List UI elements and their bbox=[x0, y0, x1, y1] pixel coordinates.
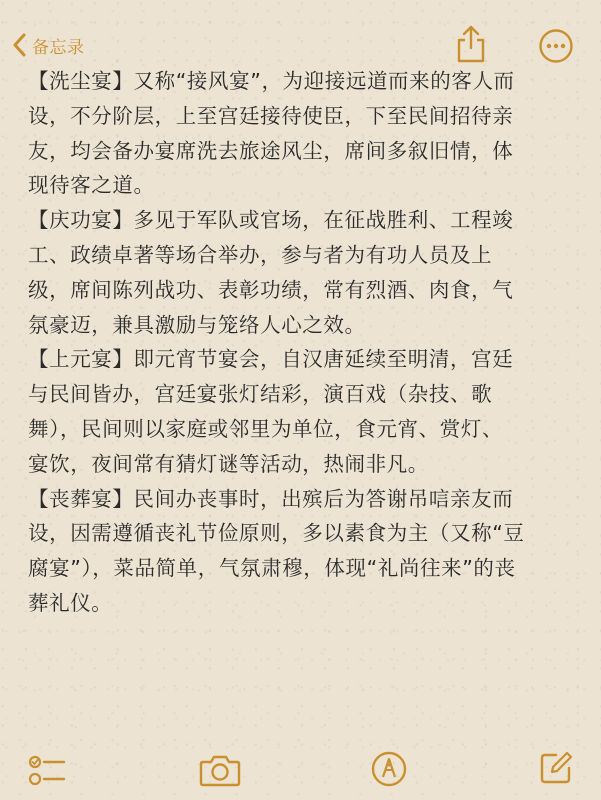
compose-icon bbox=[538, 771, 574, 790]
markup-button[interactable] bbox=[370, 750, 408, 788]
note-line: 【丧葬宴】民间办丧事时，出殡后为答谢吊唁亲友而 bbox=[28, 486, 514, 511]
note-line: 【庆功宴】多见于军队或官场，在征战胜利、工程竣 bbox=[28, 208, 514, 233]
note-line: 友，均会备办宴席洗去旅途风尘，席间多叙旧情，体 bbox=[28, 138, 514, 163]
note-line: 【上元宴】即元宵节宴会，自汉唐延续至明清，宫廷 bbox=[28, 347, 514, 372]
chevron-left-icon bbox=[12, 33, 26, 57]
back-button[interactable] bbox=[12, 28, 85, 62]
back-label: 备忘录 bbox=[32, 37, 85, 58]
markup-pen-icon bbox=[370, 773, 408, 792]
checklist-button[interactable] bbox=[28, 754, 68, 788]
note-line: 葬礼仪。 bbox=[28, 590, 113, 615]
note-line: 设，不分阶层，上至宫廷接待使臣，下至民间招待亲 bbox=[28, 103, 514, 128]
note-paragraph-xichen bbox=[28, 64, 588, 203]
camera-icon bbox=[198, 773, 242, 792]
camera-button[interactable] bbox=[198, 752, 242, 788]
note-line: 腐宴”），菜品简单，气氛肃穆，体现“礼尚往来”的丧 bbox=[28, 556, 516, 581]
share-button[interactable] bbox=[454, 24, 488, 64]
note-body[interactable] bbox=[28, 64, 588, 621]
note-line: 与民间皆办，宫廷宴张灯结彩，演百戏（杂技、歌 bbox=[28, 382, 493, 407]
note-line: 工、政绩卓著等场合举办，参与者为有功人员及上 bbox=[28, 242, 493, 267]
note-line: 舞），民间则以家庭或邻里为单位，食元宵、赏灯、 bbox=[28, 416, 504, 441]
note-line: 宴饮，夜间常有猜灯谜等活动，热闹非凡。 bbox=[28, 451, 429, 476]
note-line: 【洗尘宴】又称“接风宴”，为迎接远道而来的客人而 bbox=[28, 69, 515, 93]
bottom-toolbar bbox=[0, 740, 601, 800]
note-paragraph-sangzang bbox=[28, 482, 588, 621]
note-line: 现待客之道。 bbox=[28, 173, 155, 198]
note-paragraph-qinggong bbox=[28, 203, 588, 342]
note-line: 级，席间陈列战功、表彰功绩，常有烈酒、肉食，气 bbox=[28, 277, 514, 302]
more-button[interactable] bbox=[538, 28, 574, 64]
note-line: 氛豪迈，兼具激励与笼络人心之效。 bbox=[28, 312, 366, 337]
note-paragraph-shangyuan bbox=[28, 342, 588, 481]
note-line: 设，因需遵循丧礼节俭原则，多以素食为主（又称“豆 bbox=[28, 521, 525, 546]
compose-button[interactable] bbox=[538, 750, 574, 786]
checklist-icon bbox=[28, 773, 68, 792]
